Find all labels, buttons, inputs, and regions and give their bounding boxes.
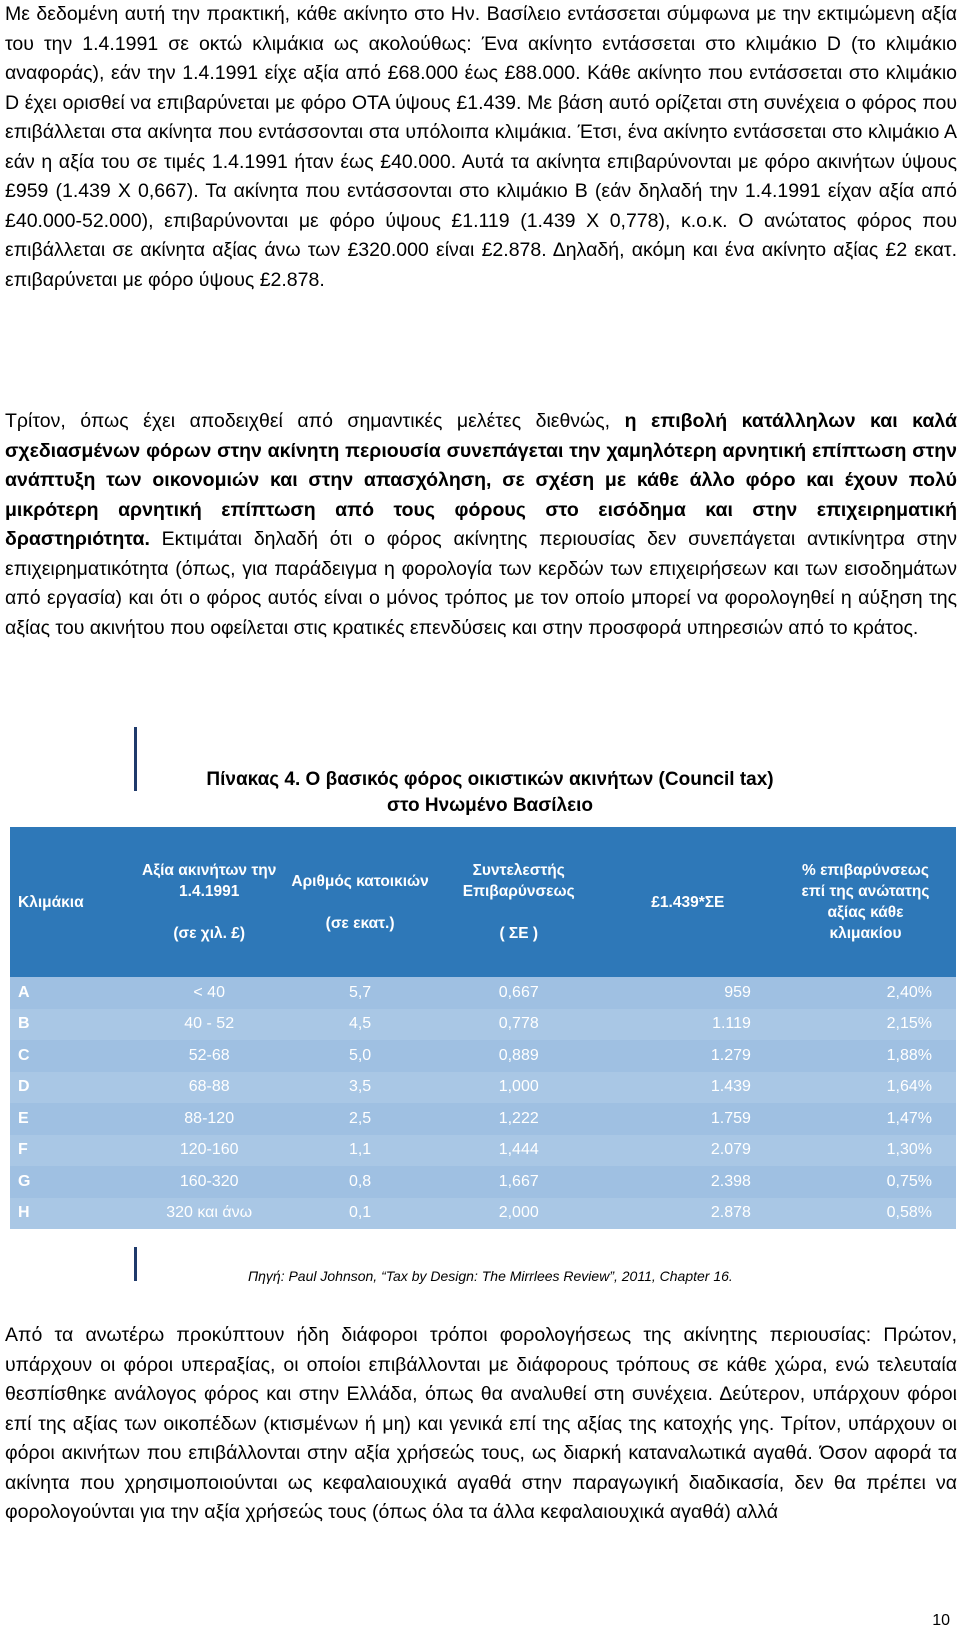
- cell-coef: 1,000: [437, 1072, 601, 1104]
- cell-coef: 1,667: [437, 1166, 601, 1198]
- cell-band: A: [10, 977, 135, 1009]
- cell-tax: 1.759: [601, 1103, 775, 1135]
- table-header-row: [10, 827, 956, 977]
- table-row: [10, 1166, 956, 1198]
- cell-pct: 1,88%: [775, 1040, 956, 1072]
- cell-band: C: [10, 1040, 135, 1072]
- table-body: [10, 977, 956, 1229]
- cell-band: B: [10, 1009, 135, 1041]
- decorative-vertical-rule-bottom: [134, 1247, 137, 1281]
- cell-pct: 0,75%: [775, 1166, 956, 1198]
- table-row: [10, 1072, 956, 1104]
- cell-pct: 0,58%: [775, 1198, 956, 1230]
- table-row: [10, 1135, 956, 1167]
- cell-count: 0,8: [283, 1166, 436, 1198]
- cell-coef: 0,667: [437, 977, 601, 1009]
- cell-coef: 1,444: [437, 1135, 601, 1167]
- cell-band: G: [10, 1166, 135, 1198]
- cell-tax: 1.439: [601, 1072, 775, 1104]
- cell-tax: 959: [601, 977, 775, 1009]
- council-tax-table: [10, 827, 956, 1229]
- cell-count: 1,1: [283, 1135, 436, 1167]
- table-title: [150, 767, 830, 819]
- cell-tax: 2.079: [601, 1135, 775, 1167]
- cell-value: 320 και άνω: [135, 1198, 283, 1230]
- cell-value: 160-320: [135, 1166, 283, 1198]
- cell-count: 0,1: [283, 1198, 436, 1230]
- header-band: Κλιμάκια: [10, 827, 135, 977]
- paragraph-property-tax-types: Από τα ανωτέρω προκύπτουν ήδη διάφοροι τρόποι φορολογήσεως της ακίνητης περιουσίας: Πρώτον, υπάρχουν οι φόροι υπεραξίας, οι οποίοι επιβάλλονται με διάφορους τρόπους σε κάθε χώρα, ενώ τελευταία θεσπίσθηκε ανάλογος φόρος και στην Ελλάδα, όπως θα αναλυθεί στη συνέχεια. Δεύτερον, υπάρχουν φόροι επί της αξίας των οικοπέδων (κτισμένων ή μη) και γενικά επί της αξίας της κατοχής γης. Τρίτον, υπάρχουν οι φόροι ακινήτων που επιβάλλονται στην αξία χρήσεώς τους, ως διαρκή καταναλωτικά αγαθά. Όσον αφορά τα ακίνητα που χρησιμοποιούνται ως κεφαλαιουχικά αγαθά στην παραγωγική διαδικασία, δεν θα πρέπει να φορολογούνται για την αξία χρήσεώς τους (όπως όλα τα άλλα κεφαλαιουχικά αγαθά) αλλά: [5, 1324, 957, 1523]
- header-percent-burden: % επιβαρύνσεως επί της ανώτατης αξίας κάθε κλιμακίου: [775, 827, 956, 977]
- cell-value: 120-160: [135, 1135, 283, 1167]
- cell-count: 4,5: [283, 1009, 436, 1041]
- cell-tax: 1.279: [601, 1040, 775, 1072]
- paragraph-2-bold-claim: η επιβολή κατάλληλων και καλά σχεδιασμένων φόρων στην ακίνητη περιουσία συνεπάγεται την χαμηλότερη αρνητική επίπτωση στην ανάπτυξη των οικονομιών και στην απασχόληση, σε σχέση με κάθε άλλο φόρο και έχουν πολύ μικρότερη αρνητική επίπτωση από τους φόρους στο εισόδημα και στην επιχειρηματική δραστηριότητα.: [5, 410, 957, 550]
- cell-tax: 2.398: [601, 1166, 775, 1198]
- cell-count: 2,5: [283, 1103, 436, 1135]
- cell-value: 40 - 52: [135, 1009, 283, 1041]
- table-row: [10, 977, 956, 1009]
- header-coefficient: Συντελεστής Επιβαρύνσεως ( ΣΕ ): [437, 827, 601, 977]
- table-row: [10, 1198, 956, 1230]
- cell-coef: 2,000: [437, 1198, 601, 1230]
- cell-coef: 1,222: [437, 1103, 601, 1135]
- cell-count: 3,5: [283, 1072, 436, 1104]
- paragraph-2-conclusion: Εκτιμάται δηλαδή ότι ο φόρος ακίνητης περιουσίας δεν συνεπάγεται αντικίνητρα στην επιχειρηματικότητα (όπως, για παράδειγμα η φορολογία των κερδών των επιχειρήσεων και των εισοδημάτων από εργασία) και ότι ο φόρος αυτός είναι ο μόνος τρόπος με τον οποίο μπορεί να φορολογηθεί η αύξηση της αξίας του ακινήτου που οφείλεται στις κρατικές επενδύσεις και στην προσφορά υπηρεσιών από το κράτος.: [5, 528, 957, 639]
- cell-value: < 40: [135, 977, 283, 1009]
- cell-pct: 2,40%: [775, 977, 956, 1009]
- cell-pct: 2,15%: [775, 1009, 956, 1041]
- page-number: 10: [932, 1612, 950, 1629]
- header-tax-amount: £1.439*ΣΕ: [601, 827, 775, 977]
- cell-value: 68-88: [135, 1072, 283, 1104]
- cell-tax: 2.878: [601, 1198, 775, 1230]
- cell-count: 5,7: [283, 977, 436, 1009]
- table-row: [10, 1040, 956, 1072]
- header-dwellings-count: Αριθμός κατοικιών (σε εκατ.): [283, 827, 436, 977]
- cell-value: 52-68: [135, 1040, 283, 1072]
- cell-coef: 0,778: [437, 1009, 601, 1041]
- council-tax-table-figure: [10, 757, 956, 1287]
- paragraph-council-tax-bands: Με δεδομένη αυτή την πρακτική, κάθε ακίνητο στο Ην. Βασίλειο εντάσσεται σύμφωνα με την εκτιμώμενη αξία του την 1.4.1991 σε οκτώ κλιμάκια ως ακολούθως: Ένα ακίνητο εντάσσεται στο κλιμάκιο D (το κλιμάκιο αναφοράς), εάν την 1.4.1991 είχε αξία από £68.000 έως £88.000. Κάθε ακίνητο που εντάσσεται στο κλιμάκιο D έχει ορισθεί να επιβαρύνεται με φόρο ΟΤΑ ύψους £1.439. Με βάση αυτό ορίζεται στη συνέχεια ο φόρος που επιβάλλεται στα ακίνητα που εντάσσονται στα υπόλοιπα κλιμάκια. Έτσι, ένα ακίνητο εντάσσεται στο κλιμάκιο Α εάν η αξία του σε τιμές 1.4.1991 ήταν έως £40.000. Αυτά τα ακίνητα επιβαρύνονται με φόρο ακινήτων ύψους £959 (1.439 Χ 0,667). Τα ακίνητα που εντάσσονται στο κλιμάκιο Β (εάν δηλαδή την 1.4.1991 είχαν αξία από £40.000-52.000), επιβαρύνονται με φόρο ύψους £1.119 (1.439 Χ 0,778), κ.ο.κ. Ο ανώτατος φόρος που επιβάλλεται σε ακίνητα αξίας άνω των £320.000 είναι £2.878. Δηλαδή, ακόμη και ένα ακίνητο αξίας £2 εκατ. επιβαρύνεται με φόρο ύψους £2.878.: [5, 3, 957, 291]
- cell-tax: 1.119: [601, 1009, 775, 1041]
- cell-count: 5,0: [283, 1040, 436, 1072]
- paragraph-property-tax-impact: [5, 407, 957, 643]
- header-property-value: Αξία ακινήτων την 1.4.1991 (σε χιλ. £): [135, 827, 283, 977]
- decorative-vertical-rule-top: [134, 727, 137, 791]
- cell-band: H: [10, 1198, 135, 1230]
- cell-coef: 0,889: [437, 1040, 601, 1072]
- cell-pct: 1,30%: [775, 1135, 956, 1167]
- cell-band: D: [10, 1072, 135, 1104]
- paragraph-2-intro: Τρίτον, όπως έχει αποδειχθεί από σημαντικές μελέτες διεθνώς,: [5, 410, 625, 432]
- cell-pct: 1,47%: [775, 1103, 956, 1135]
- table-title-line-2: στο Ηνωμένο Βασίλειο: [387, 795, 593, 816]
- table-source-caption: Πηγή: Paul Johnson, “Tax by Design: The Mirrlees Review”, 2011, Chapter 16.: [248, 1268, 733, 1284]
- cell-pct: 1,64%: [775, 1072, 956, 1104]
- cell-band: F: [10, 1135, 135, 1167]
- table-row: [10, 1009, 956, 1041]
- table-title-line-1: Πίνακας 4. Ο βασικός φόρος οικιστικών ακινήτων (Council tax): [206, 769, 774, 790]
- cell-band: E: [10, 1103, 135, 1135]
- table-row: [10, 1103, 956, 1135]
- cell-value: 88-120: [135, 1103, 283, 1135]
